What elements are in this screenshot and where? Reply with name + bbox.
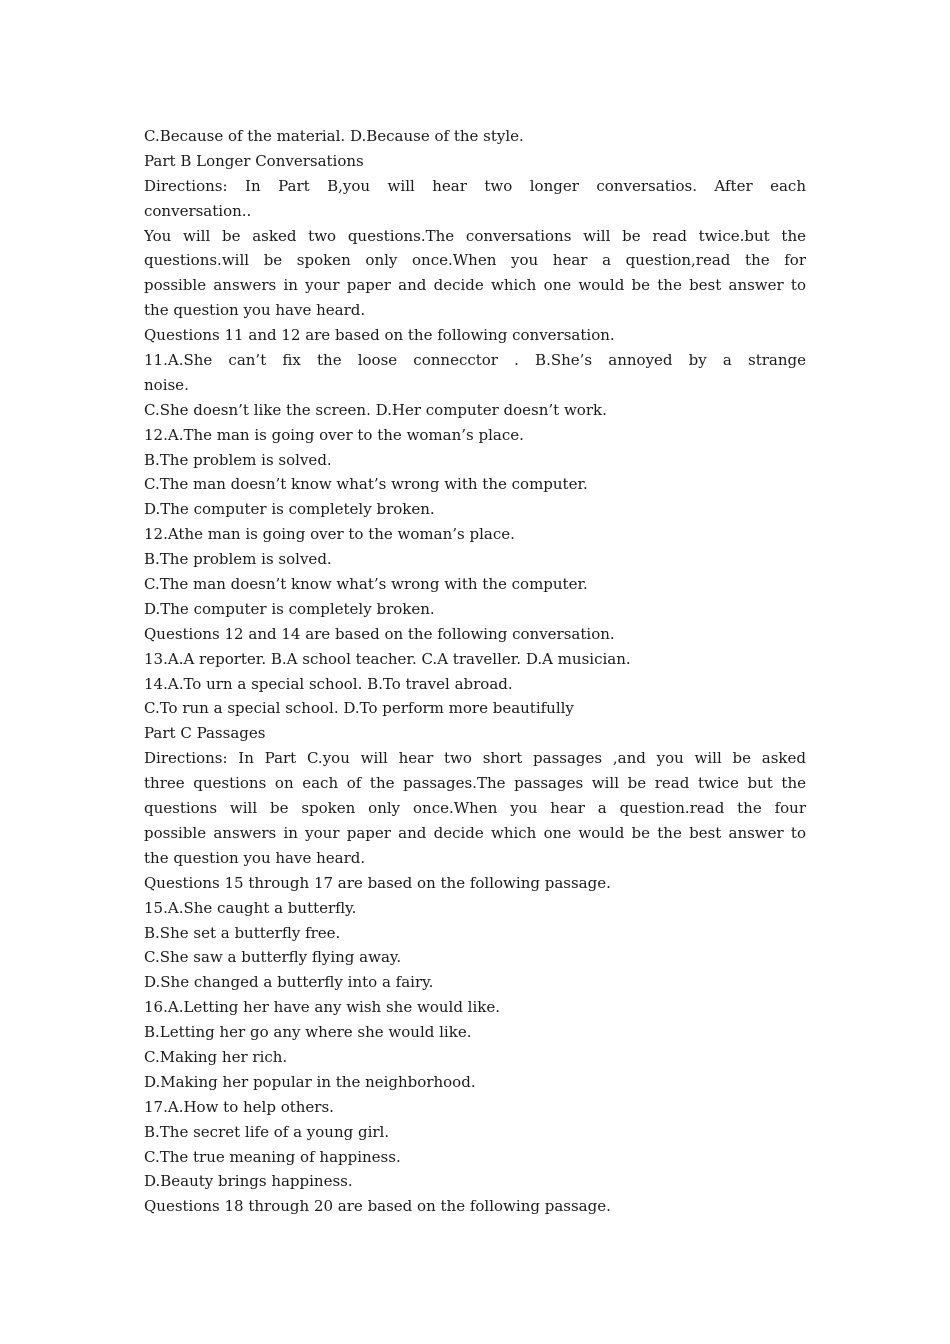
question-line: noise. [144, 375, 189, 394]
option-line: B.The problem is solved. [144, 450, 332, 469]
question-line: 14.A.To urn a special school. B.To travel abroad. [144, 674, 513, 693]
directions-line: possible answers in your paper and decide which one would be the best answer to [144, 276, 806, 295]
option-line: B.The problem is solved. [144, 550, 332, 569]
directions-line: questions will be spoken only once.When you hear a question.read the four [144, 799, 806, 818]
question-group-heading: Questions 11 and 12 are based on the following conversation. [144, 326, 615, 345]
option-line: D.Beauty brings happiness. [144, 1172, 353, 1191]
option-line: C.The true meaning of happiness. [144, 1147, 401, 1166]
directions-line: Directions: In Part C.you will hear two short passages ,and you will be asked [144, 749, 806, 768]
directions-line: the question you have heard. [144, 848, 366, 867]
question-group-heading: Questions 15 through 17 are based on the following passage. [144, 873, 611, 892]
document-page [144, 124, 806, 1219]
option-line: C.She doesn’t like the screen. D.Her computer doesn’t work. [144, 400, 607, 419]
question-line: 17.A.How to help others. [144, 1097, 334, 1116]
question-line: 16.A.Letting her have any wish she would like. [144, 998, 501, 1017]
directions-line: the question you have heard. [144, 301, 366, 320]
option-line: B.Letting her go any where she would like. [144, 1023, 472, 1042]
option-line: C.Because of the material. D.Because of the style. [144, 127, 524, 145]
option-line: D.The computer is completely broken. [144, 500, 435, 519]
directions-line: conversation.. [144, 201, 252, 220]
section-heading-part-c: Part C Passages [144, 724, 266, 743]
option-line: C.The man doesn’t know what’s wrong with the computer. [144, 475, 588, 494]
question-group-heading: Questions 12 and 14 are based on the following conversation. [144, 624, 615, 643]
option-line: C.She saw a butterfly flying away. [144, 948, 402, 967]
option-line: B.The secret life of a young girl. [144, 1122, 390, 1141]
directions-line: three questions on each of the passages.The passages will be read twice but the [144, 774, 806, 793]
question-line: 15.A.She caught a butterfly. [144, 898, 357, 917]
directions-line: You will be asked two questions.The conversations will be read twice.but the [144, 226, 806, 245]
option-line: D.She changed a butterfly into a fairy. [144, 973, 434, 992]
directions-line: questions.will be spoken only once.When you hear a question,read the for [144, 251, 806, 270]
question-line: 13.A.A reporter. B.A school teacher. C.A traveller. D.A musician. [144, 649, 631, 668]
directions-line: possible answers in your paper and decide which one would be the best answer to [144, 823, 806, 842]
option-line: C.The man doesn’t know what’s wrong with the computer. [144, 575, 588, 594]
question-line: 12.Athe man is going over to the woman’s place. [144, 525, 515, 544]
option-line: C.Making her rich. [144, 1047, 288, 1066]
directions-line: Directions: In Part B,you will hear two longer conversatios. After each [144, 176, 806, 195]
section-heading-part-b: Part B Longer Conversations [144, 151, 364, 170]
option-line: D.The computer is completely broken. [144, 599, 435, 618]
option-line: B.She set a butterfly free. [144, 923, 341, 942]
question-line: 12.A.The man is going over to the woman’s place. [144, 425, 524, 444]
option-line: C.To run a special school. D.To perform more beautifully [144, 699, 574, 718]
question-group-heading: Questions 18 through 20 are based on the following passage. [144, 1197, 611, 1216]
question-line: 11.A.She can’t fix the loose connecctor . B.She’s annoyed by a strange [144, 351, 806, 370]
option-line: D.Making her popular in the neighborhood. [144, 1072, 476, 1091]
